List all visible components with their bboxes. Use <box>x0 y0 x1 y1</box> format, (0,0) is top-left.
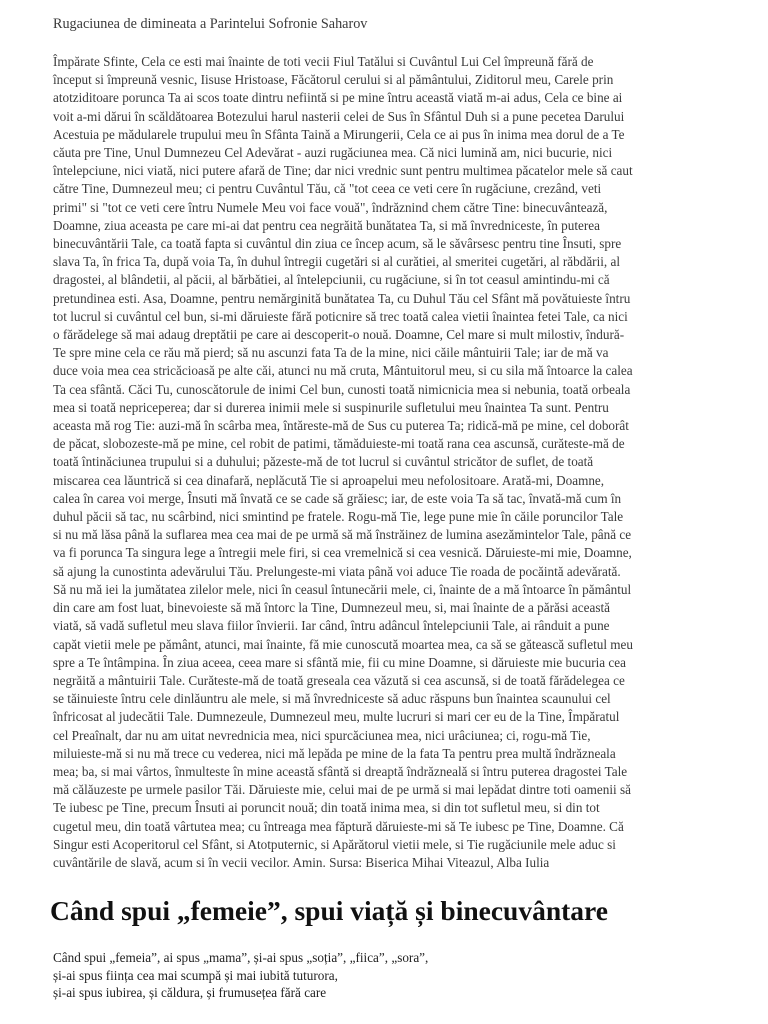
prayer-line: va fi porunca Ta singura lege a întregii mele firi, si cea vremelnică si cea vesnică. Dăruieste-mi mie, Doamne, <box>53 545 632 561</box>
prayer-line: voit a-mi dărui în scăldătoarea Botezului harul nasterii celei de Sus în Sfântul Duh si a pune pecetea Darului <box>53 108 625 124</box>
prayer-line: calea în carea voi merge, Însuti mă învată ce se cade să grăiesc; iar, de este voia Ta să tac, învată-mă cum în <box>53 490 622 506</box>
prayer-line: duce voia mea cea stricăcioasă pe alte căi, atunci nu mă cruta, Mântuitorul meu, si cu sila mă întoarce la calea <box>53 363 633 379</box>
prayer-line: către Tine, Dumnezeul meu; ci pentru Cuvântul Tău, că "tot ceea ce veti cere în rugăciune, crezând, veti <box>53 181 602 197</box>
prayer-line: pretundinea esti. Asa, Doamne, pentru nemărginită bunătatea Ta, cu Duhul Tău cel Sfânt mă povătuieste întru <box>53 290 631 306</box>
prayer-line: atotziditoare porunca Ta ai scos toate dintru nefiintă si pe mine întru această viată m-ai adus, Cela ce bine ai <box>53 90 623 106</box>
prayer-line: Să nu mă iei la jumătatea zilelor mele, nici în ceasul întunecării mele, ci, înainte de a mă întoarce în pământul <box>53 581 632 597</box>
prayer-line: toată întinăciunea trupului si a duhului; păzeste-mă de tot lucrul si cuvântul stricător de suflet, de toată <box>53 454 594 470</box>
prayer-line: capăt vietii mele pe pământ, atunci, mai înainte, fă mie cunoscută moartea mea, ca să se gătească sufletul meu <box>53 636 633 652</box>
prayer-line: viată, să vadă sufletul meu slava fiilor învierii. Iar când, întru adâncul întelepciunii Tale, ai rânduit a pune <box>53 618 610 634</box>
prayer-line: Singur esti Acoperitorul cel Sfânt, si Atotputernic, si Apărătorul vietii mele, si Tie rugăciunile mele aduc si <box>53 836 616 852</box>
prayer-line: Doamne, ziua aceasta pe care mi-ai dat pentru cea negrăită bunătatea Ta, si mă învredniceste, în puterea <box>53 217 600 233</box>
prayer-line: cugetul meu, din toată vârtutea mea; cu întreaga mea făptură dăruieste-mi să Te iubesc pe Tine, Doamne. Că <box>53 818 624 834</box>
poem-line: și-ai spus iubirea, și căldura, și frumusețea fără care <box>53 985 327 1000</box>
prayer-line: Acestuia pe mădularele trupului meu în Sfânta Taină a Mirungerii, Cela ce ai pus în inima mea dorul de a Te <box>53 126 625 142</box>
poem-line: Când spui „femeia”, ai spus „mama”, și-ai spus „soția”, „fiica”, „sora”, <box>53 950 429 965</box>
prayer-line: o fărădelege să mai adaug dreptătii pe care ai descoperit-o nouă. Doamne, Cel mare si mult milostiv, îndură- <box>53 327 625 343</box>
prayer-line: Te iubesc pe Tine, precum Însuti ai poruncit nouă; din toată inima mea, si din tot sufletul meu, si din tot <box>53 800 600 816</box>
prayer-line: negrăită a mântuirii Tale. Curăteste-mă de toată greseala cea văzută si cea ascunsă, si de toată fărădelegea ce <box>53 672 625 688</box>
prayer-line: cuvântările de slavă, acum si în vecii vecilor. Amin. Sursa: Biserica Mihai Viteazul, Alba Iulia <box>53 854 550 870</box>
document-title: Rugaciunea de dimineata a Parintelui Sofronie Saharov <box>53 16 368 32</box>
prayer-line: căuta pre Tine, Unul Dumnezeu Cel Adevărat - auzi rugăciunea mea. Că nici lumină am, nici bucurie, nici <box>53 145 613 161</box>
prayer-line: dragostei, al blândetii, al păcii, al bărbătiei, al întelepciunii, cu rugăciune, si în tot ceasul amintindu-mi că <box>53 272 610 288</box>
poem-text <box>53 949 428 1002</box>
prayer-line: aceasta mă rog Tie: auzi-mă în scârba mea, întăreste-mă de Sus cu puterea Ta; ridică-mă pe mine, cel doborât <box>53 418 629 434</box>
prayer-line: binecuvântării Tale, ca toată fapta si cuvântul din ziua ce încep acum, să le săvârsesc pentru tine Însuti, spre <box>53 236 622 252</box>
prayer-line: slava Ta, în frica Ta, după voia Ta, în duhul întregii cugetări si al curătiei, al smeritei cugetări, al răbdării, al <box>53 254 621 270</box>
prayer-line: Te spre mine cela ce rău mă pierd; să nu ascunzi fata Ta de la mine, nici căile mântuirii Tale; iar de mă va <box>53 345 609 361</box>
prayer-line: Ta cea sfântă. Căci Tu, cunoscătorule de inimi Cel bun, cunosti toată nimicnicia mea si nebunia, toată orbeala <box>53 381 631 397</box>
prayer-line: miluieste-mă si nu mă trece cu vederea, nici mă lepăda pe mine de la fata Ta pentru prea multă îndrăzneala <box>53 745 616 761</box>
prayer-line: cel Preaînalt, dar nu am uitat nevrednicia mea, nici spurcăciunea mea, nici urâciunea; ci, rogu-mă Tie, <box>53 727 591 743</box>
prayer-line: să ajung la cunostinta adevărului Tău. Prelungeste-mi viata până voi aduce Tie roada de pocăintă adevărată. <box>53 563 621 579</box>
prayer-line: mea si toată nepriceperea; dar si durerea inimii mele si suspinurile sufletului meu înaintea Ta sunt. Pentru <box>53 399 609 415</box>
prayer-line: Împărate Sfinte, Cela ce esti mai înainte de toti vecii Fiul Tatălui si Cuvântul Lui Cel împreună fără de <box>53 54 594 69</box>
section-heading: Când spui „femeie”, spui viață și binecuvântare <box>50 895 608 926</box>
prayer-line: duhul păcii să tac, nu scârbind, nici smintind pe fratele. Rogu-mă Tie, lege pune mie în căile poruncilor Tale <box>53 509 624 525</box>
poem-line: și-ai spus ființa cea mai scumpă și mai iubită tuturora, <box>53 967 338 983</box>
prayer-line: mea; ba, si mai vârtos, înmulteste în mine această sfântă si dreaptă îndrăzneală si întru puterea dragostei Tale <box>53 763 628 779</box>
prayer-line: din care am fost luat, binevoieste să mă întorc la Tine, Dumnezeul meu, si, mai înainte de a părăsi această <box>53 600 610 616</box>
prayer-line: tot lucrul si cuvântul cel bun, si-mi dăruieste fără poticnire să trec toată calea vietii înaintea fetei Tale, ca nici <box>53 308 628 324</box>
prayer-line: mă călăuzeste pe urmele pasilor Tăi. Dăruieste mie, celui mai de pe urmă si mai lepădat dintre toti oamenii să <box>53 782 631 798</box>
prayer-text <box>53 53 715 872</box>
prayer-line: spre a Te întâmpina. În ziua aceea, ceea mare si sfântă mie, fii cu mine Doamne, si dăruieste mie bucuria cea <box>53 654 626 670</box>
prayer-line: înfricosat al judecătii Tale. Dumnezeule, Dumnezeul meu, multe lucruri si mari cer eu de la Tine, Împăratul <box>53 709 620 725</box>
prayer-line: început si împreună vesnic, Iisuse Hristoase, Făcătorul cerului si al pământului, Ziditorul meu, Carele prin <box>53 72 614 88</box>
prayer-line: si nu mă lăsa până la suflarea mea cea mai de pe urmă să mă înstrăinez de lumina asezămintelor Tale, până ce <box>53 527 632 543</box>
prayer-line: miscarea cea lăuntrică si cea dinafară, neplăcută Tie si aproapelui meu nefolositoare. Arată-mi, Doamne, <box>53 472 605 488</box>
prayer-line: se tăinuieste întru cele dinlăuntru ale mele, si mă învredniceste să aduc răspuns bun înaintea scaunului cel <box>53 691 611 707</box>
prayer-line: de păcat, slobozeste-mă pe mine, cel robit de patimi, tămăduieste-mi toată rana cea ascunsă, curăteste-mă de <box>53 436 625 452</box>
prayer-line: primi" si "tot ce veti cere întru Numele Meu voi face vouă", îndrăznind chem către Tine: binecuvântează, <box>53 199 608 215</box>
prayer-line: întelepciune, nici viată, nici putere afară de Tine; dar nici vrednic sunt pentru multimea păcatelor mele să caut <box>53 163 633 179</box>
